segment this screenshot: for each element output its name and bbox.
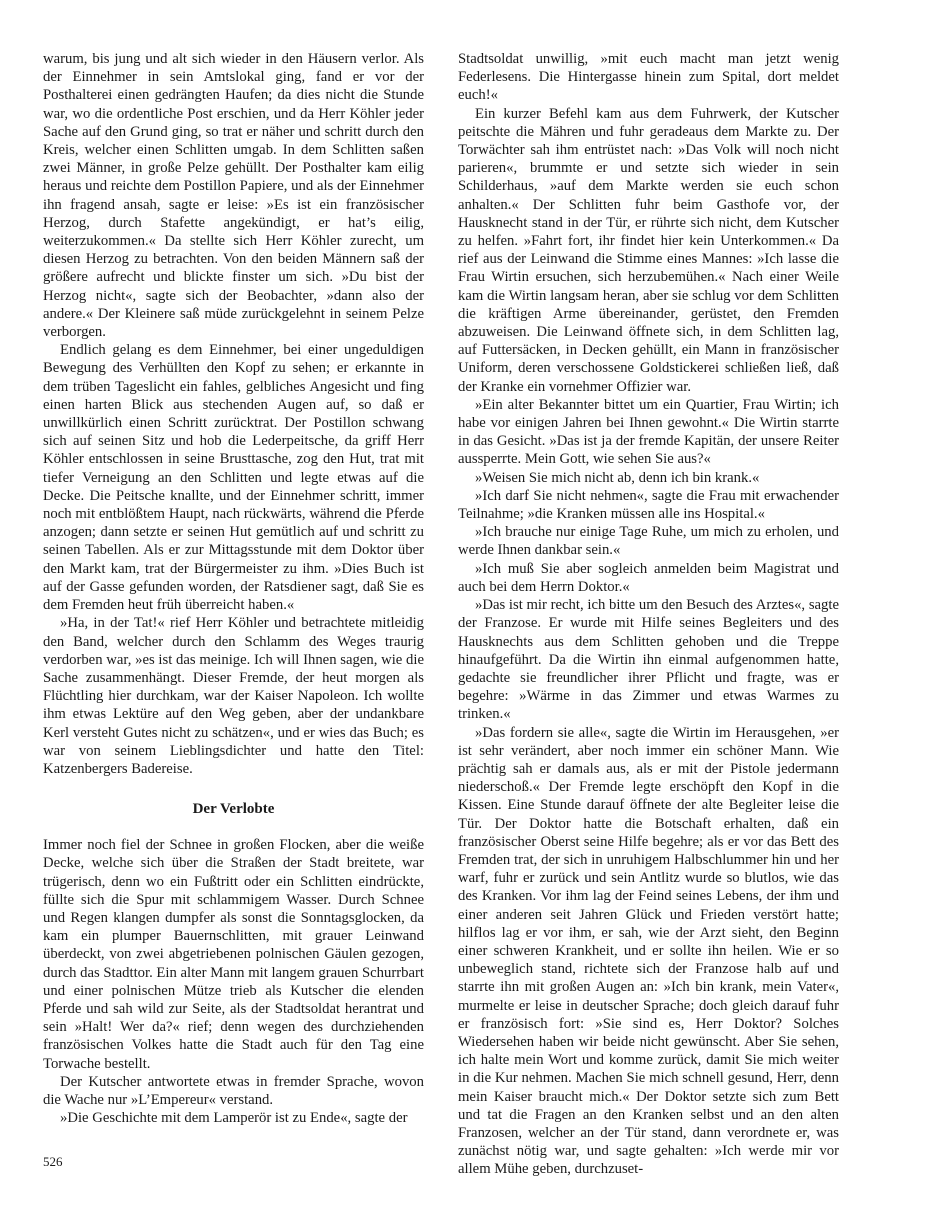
paragraph: Immer noch fiel der Schnee in großen Flocken, aber die weiße Decke, welche sich über die Straßen der Stadt breitete, war trügerisch, denn wo ein Fußtritt oder ein Schlitten eindrückte, füllte sich die Spur mit schlammigem Wasser. Durch Schnee und Regen klangen dumpfer als sonst die Sonntagsglocken, da kam ein plumper Bauernschlitten, mit grauer Leinwand überdeckt, von zwei abgetriebenen polnischen Gäulen gezogen, durch das Stadttor. Ein alter Mann mit langem grauen Schurrbart und einer polnischen Mütze trieb als Kutscher die elenden Pferde und sah wild zur Seite, als der Stadtsoldat herantrat und sein »Halt! Wer da?« rief; denn wegen des durchziehenden französischen Volkes hatte die Stadt auch für den Tag eine Torwache bestellt. — [43, 837, 424, 1072]
paragraph: »Das ist mir recht, ich bitte um den Besuch des Arztes«, sagte der Franzose. Er wurde mit Hilfe seines Begleiters und des Hausknechts aus dem Schlitten gehoben und die Treppe hinaufgeführt. Da die Wirtin ihn einmal aufgenommen hatte, gedachte sie freundlicher ihrer Pflicht und fragte, was er begehre: »Wärme in das Zimmer und etwas Warmes zu trinken.« — [458, 597, 839, 723]
paragraph: Stadtsoldat unwillig, »mit euch macht man jetzt wenig Federlesens. Die Hintergasse hinein zum Spital, dort meldet euch!« — [458, 51, 839, 104]
section-heading: Der Verlobte — [192, 801, 275, 818]
paragraph: »Die Geschichte mit dem Lamperör ist zu Ende«, sagte der — [60, 1110, 408, 1127]
paragraph: Endlich gelang es dem Einnehmer, bei einer ungeduldigen Bewegung des Verhüllten den Kopf zu sehen; er erkannte in dem trüben Tageslicht ein fahles, gelbliches Angesicht und fing einen harten Blick aus stechenden Augen auf, so daß er unwillkürlich einen Schritt zurücktrat. Der Postillon schwang sich auf seinen Sitz und hob die Lederpeitsche, da griff Herr Köhler entschlossen in seine Brusttasche, zog den Hut, trat mit tiefer Verneigung an den Schlitten und legte etwas auf die Decke. Die Peitsche knallte, und der Einnehmer schritt, immer noch mit entblößtem Haupt, nach rückwärts, während die Pferde anzogen; dann setzte er seinen Hut gemütlich auf und schritt zu seinen Tabellen. Als er zur Mittagsstunde mit dem Doktor über den Markt kam, trat der Bürgermeister zu ihm. »Dies Buch ist auf der Gasse gefunden worden, der Ratsdiener sagt, daß Sie es dem Fremden heut früh überreicht haben.« — [43, 342, 424, 614]
paragraph: Ein kurzer Befehl kam aus dem Fuhrwerk, der Kutscher peitschte die Mähren und fuhr geradeaus dem Markte zu. Der Torwächter sah ihm entrüstet nach: »Das Volk will noch nicht parieren«, brummte er und setzte sich wieder in sein Schilderhaus, »auf dem Markte werden sie euch schon anhalten.« Der Schlitten fuhr beim Gasthofe vor, der Hausknecht stand in der Tür, er rührte sich nicht, dem Kutscher zu helfen. »Fahrt fort, ihr findet hier kein Unterkommen.« Da rief aus der Leinwand die Stimme eines Mannes: »Ich lasse die Frau Wirtin ersuchen, sich herzubemühen.« Nach einer Weile kam die Wirtin langsam heran, aber sie schlug vor dem Schlitten die kräftigen Arme übereinander, gerüstet, den Fremden abzuweisen. Die Leinwand öffnete sich, in dem Schlitten lag, auf Futtersäcken, in Decken gehüllt, ein Mann in französischer Uniform, deren verschossene Goldstickerei schließen ließ, daß der Kranke ein vornehmer Offizier war. — [458, 105, 839, 395]
paragraph: »Ha, in der Tat!« rief Herr Köhler und betrachtete mitleidig den Band, welcher durch den Schlamm des Weges traurig verdorben war, »es ist das meinige. Ich will Ihnen sagen, wie die Sache zusammenhängt. Dieser Fremde, der heut morgen als Flüchtling hier durchkam, war der Kaiser Napoleon. Ich wollte ihm etwas Lektüre auf den Weg geben, aber der undankbare Kerl versteht Gutes nicht zu schätzen«, und er wies das Buch; es war von seinem Lieblingsdichter und hatte den Titel: Katzenbergers Badereise. — [43, 615, 424, 777]
paragraph: »Ich darf Sie nicht nehmen«, sagte die Frau mit erwachender Teilnahme; »die Kranken müssen alle ins Hospital.« — [458, 487, 839, 523]
paragraph: »Weisen Sie mich nicht ab, denn ich bin krank.« — [475, 469, 760, 486]
paragraph: »Ich muß Sie aber sogleich anmelden beim Magistrat und auch bei dem Herrn Doktor.« — [458, 560, 839, 595]
paragraph: warum, bis jung und alt sich wieder in den Häusern verlor. Als der Einnehmer in sein Amtslokal ging, fand er vor der Posthalterei einen gedrängten Haufen; da dies nicht die Stunde war, wo die ordentliche Post erschien, und da Herr Köhler jeder Sache auf den Grund ging, so trat er näher und schritt durch den Kreis, welcher einen Schlitten umgab. In dem Schlitten saßen zwei Männer, in große Pelze gehüllt. Der Posthalter kam eilig heraus und reichte dem Postillon Papiere, und als der Einnehmer ihn fragend ansah, sagte er leise: »Es ist ein französischer Herzog, durch Stafette angekündigt, er hat’s eilig, weiterzukommen.« Da stellte sich Herr Köhler zurecht, um diesen Herzog zu betrachten. Von den beiden Männern saß der größere aufrecht und blickte finster um sich. »Du bist der Herzog nicht«, sagte sich der Beobachter, »dann also der andere.« Der Kleinere saß müde zurückgelehnt in seinem Pelze verborgen. — [43, 51, 424, 341]
page-number: 526 — [43, 1154, 63, 1169]
paragraph: Der Kutscher antwortete etwas in fremder Sprache, wovon die Wache nur »L’Empereur« verstand. — [43, 1073, 424, 1108]
paragraph: »Das fordern sie alle«, sagte die Wirtin im Herausgehen, »er ist sehr verändert, aber noch immer ein schöner Mann. Wie prächtig sah er damals aus, als er mit der Pistole jedermann niederschoß.« Der Fremde legte erschöpft den Kopf in die Kissen. Eine Stunde darauf öffnete der alte Begleiter leise die Tür. Der Doktor hatte die Botschaft erhalten, daß ein französischer Oberst seine Hilfe begehre; als er vor das Bett des Fremden trat, der sich in unruhigem Halbschlummer hin und her warf, fuhr er zurück und sein Antlitz wurde so blutlos, wie das des Kranken. Vor ihm lag der Feind seines Lebens, der ihm und einer anderen seit Jahren Glück und Frieden verstört hatte; hilflos lag er vor ihm, er sah, wie der Arzt sieht, den Beginn einer schweren Krankheit, und er sollte ihn heilen. Wie er so unbeweglich stand, richtete sich der Franzose halb auf und starrte ihn mit großen Augen an: »Ich bin krank, mein Vater«, murmelte er leise in deutscher Sprache; doch gleich darauf fuhr er französisch fort: »Sie sind es, Herr Doktor? Solches Wiedersehen haben wir beide nicht gewünscht. Aber Sie sehen, ich halte mein Wort und komme zurück, damit Sie mich weiter in die Kur nehmen. Machen Sie mich schnell gesund, Herr, denn mein Kaiser braucht mich.« Der Doktor setzte sich zum Bett und tat die Fragen an den Kranken selbst und an den alten Franzosen, welcher an der Tür stand, dann verordnete er, was zunächst nötig war, und sagte gehalten: »Ich werde mir vor allem Mühe geben, durchzuset- — [458, 724, 839, 1178]
paragraph: »Ein alter Bekannter bittet um ein Quartier, Frau Wirtin; ich habe vor einigen Jahren bei Ihnen gewohnt.« Die Wirtin starrte in das Gesicht. »Das ist ja der fremde Kapitän, der unsere Reiter aussperrte. Mein Gott, wie sehen Sie aus?« — [458, 396, 839, 468]
right-column — [458, 50, 839, 1179]
paragraph: »Ich brauche nur einige Tage Ruhe, um mich zu erholen, und werde Ihnen dankbar sein.« — [458, 524, 839, 559]
left-column — [43, 50, 424, 1127]
